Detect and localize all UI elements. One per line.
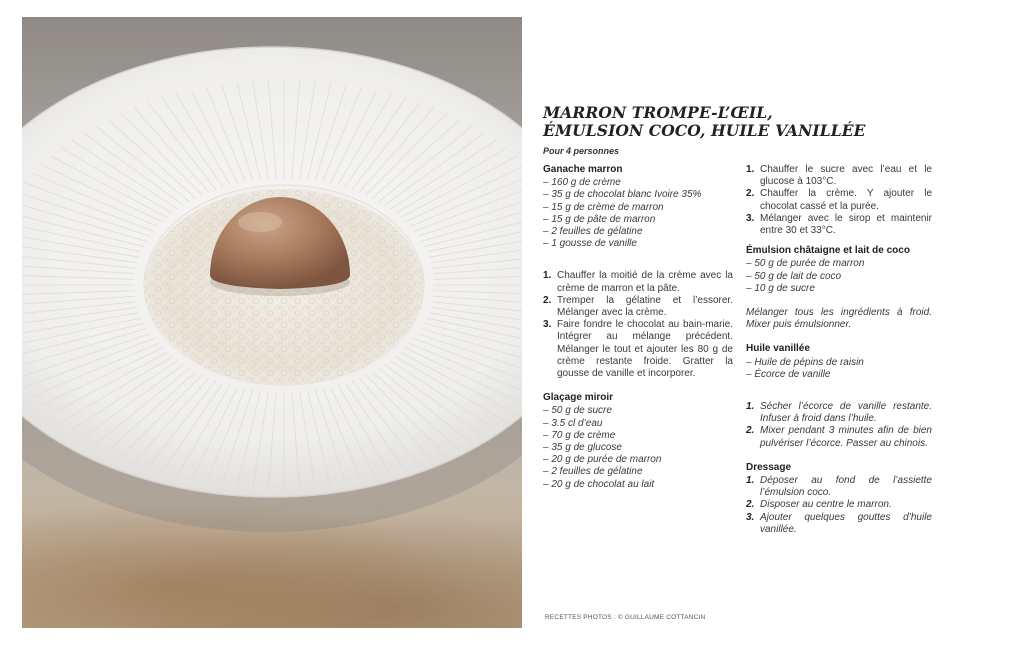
section-title-huile: Huile vanillée [746,343,810,355]
section-title-dressage: Dressage [746,461,792,473]
step-item: 1. Chauffer le sucre avec l’eau et le glucose à 103°C. [746,164,932,188]
list-item: – 50 g de lait de coco [746,270,842,282]
list-item: – 20 g de purée de marron [543,454,662,466]
step-item: 1. Sécher l’écorce de vanille restante. Infuser à froid dans l’huile. [746,401,932,425]
list-item: – Huile de pépins de raisin [746,356,864,368]
ingredient-list-ganache [543,177,733,250]
list-item: – 50 g de purée de marron [746,258,865,270]
list-item: – 3.5 cl d’eau [543,417,603,429]
section-title-glacage: Glaçage miroir [543,392,614,404]
list-item: – 35 g de chocolat blanc Ivoire 35% [543,189,702,201]
list-item: – 20 g de chocolat au lait [543,478,655,490]
list-item: – 35 g de glucose [543,442,622,454]
right-column [746,164,932,536]
step-item: 2. Chauffer la crème. Y ajouter le chocolat cassé et la purée. [746,188,932,212]
dessert-photo [22,17,522,628]
section-title-ganache: Ganache marron [543,164,623,175]
section-title-emulsion: Émulsion châtaigne et lait de coco [746,245,910,257]
steps-huile [746,401,932,450]
step-item: 1. Chauffer la moitié de la crème avec la crème de marron et la pâte. [543,270,733,294]
step-item: 1. Déposer au fond de l’assiette l’émulsion coco. [746,475,932,499]
steps-glacage [746,164,932,237]
steps-ganache [543,270,733,380]
list-item: – 50 g de sucre [543,405,612,417]
list-item: – 70 g de crème [543,429,616,441]
emulsion-instructions: Mélanger tous les ingrédients à froid. Mixer puis émulsionner. [746,307,932,331]
step-item: 2. Tremper la gélatine et l’essorer. Mélanger avec la crème. [543,294,733,319]
step-item: 3. Ajouter quelques gouttes d’huile vanillée. [746,511,932,535]
list-item: – 15 g de crème de marron [543,201,664,213]
step-item: 2. Mixer pendant 3 minutes afin de bien pulvériser l’écorce. Passer au chinois. [746,425,932,449]
title-line-2: ÉMULSION COCO, HUILE VANILLÉE [543,121,866,140]
list-item: – 2 feuilles de gélatine [543,466,643,478]
list-item: – 160 g de crème [543,177,621,189]
steps-dressage [746,475,932,536]
recipe-title [543,104,963,140]
ingredient-list-glacage [543,405,733,490]
ingredient-list-huile [746,357,932,381]
step-item: 3. Faire fondre le chocolat au bain-marie. Intégrer au mélange précédent. Mélanger le tout et ajouter les 80 g de crème restante froide. Gratter la gousse de vanille et incorporer. [543,319,733,380]
ingredient-list-emulsion [746,258,932,295]
photo-credit: RECETTES PHOTOS : © GUILLAUME COTTANCIN [545,614,706,621]
left-column [543,164,733,491]
list-item: – Écorce de vanille [746,368,831,380]
step-item: 2. Disposer au centre le marron. [746,499,892,511]
list-item: – 1 gousse de vanille [543,238,637,250]
step-item: 3. Mélanger avec le sirop et maintenir entre 30 et 33°C. [746,212,932,237]
list-item: – 15 g de pâte de marron [543,213,656,225]
title-line-1: MARRON TROMPE-L’ŒIL, [543,103,773,122]
servings: Pour 4 personnes [543,146,620,156]
list-item: – 2 feuilles de gélatine [543,226,643,238]
list-item: – 10 g de sucre [746,282,815,294]
plate-illustration [22,17,522,628]
